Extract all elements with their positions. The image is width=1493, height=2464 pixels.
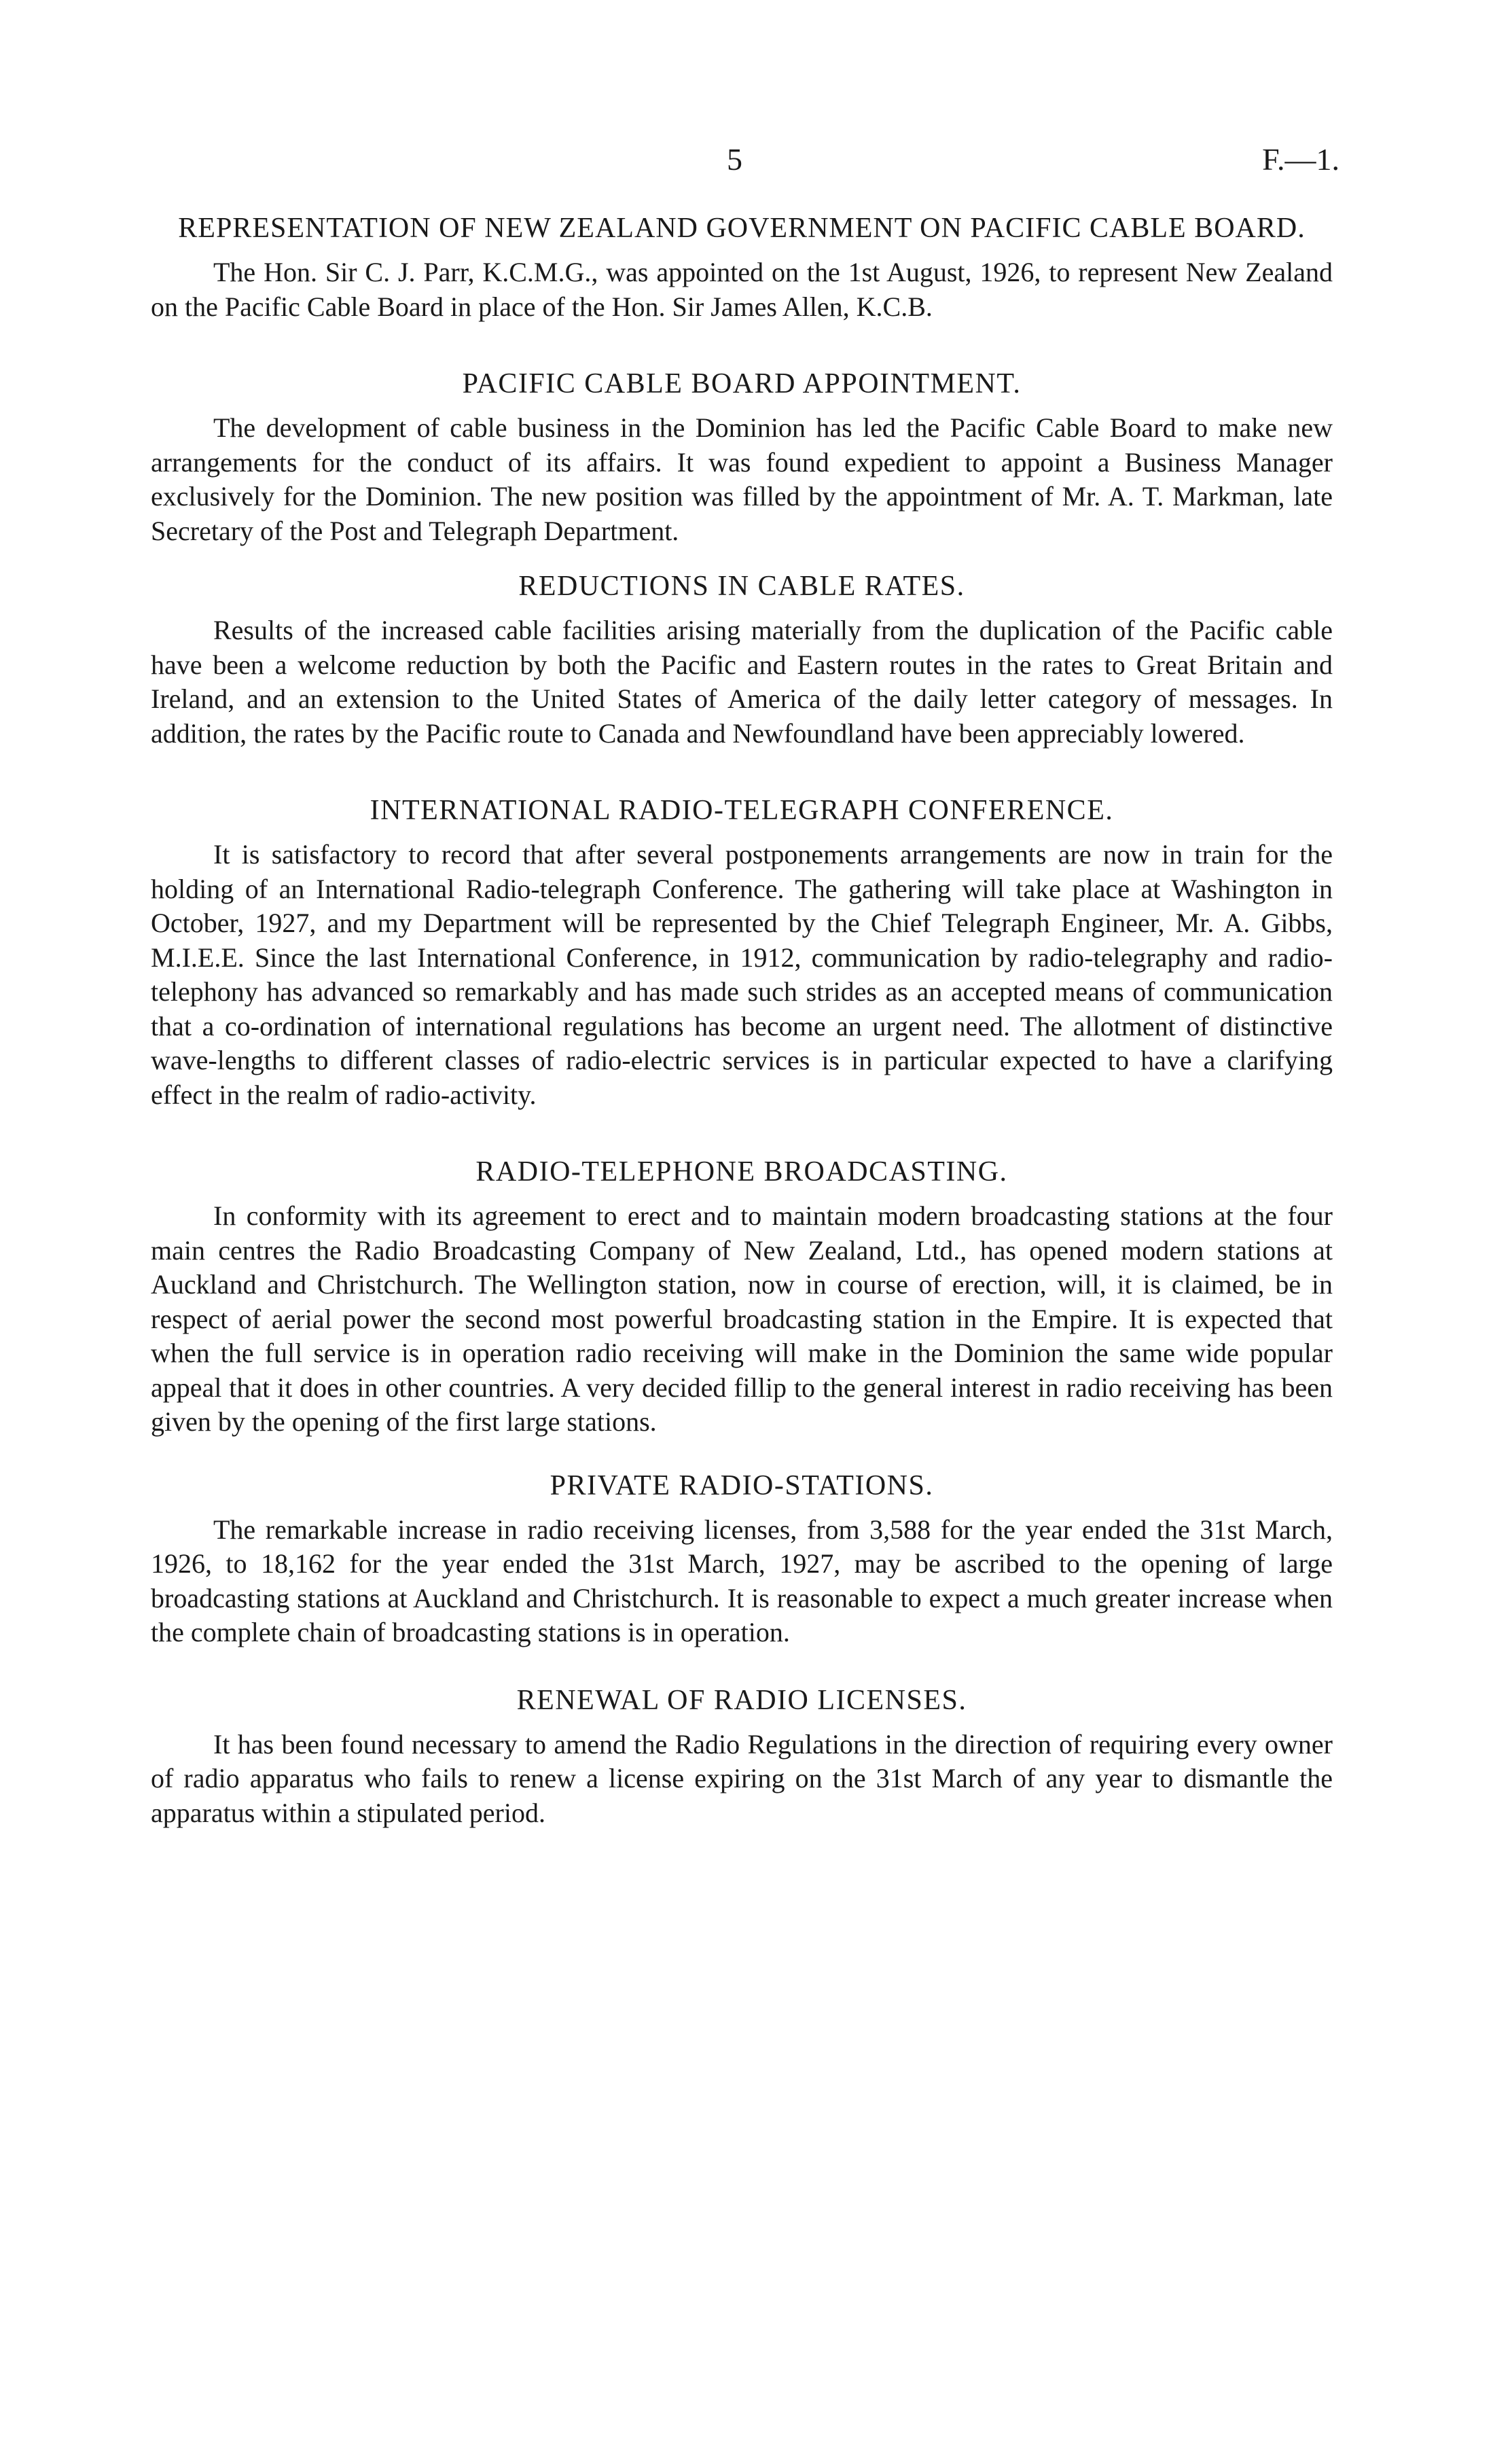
section-cable-rates [151,569,1333,751]
section-heading: INTERNATIONAL RADIO-TELEGRAPH CONFERENCE. [370,795,1114,826]
document-reference: F.—1. [1262,142,1339,177]
section-radio-broadcasting [151,1154,1333,1440]
page-number: 5 [727,142,742,177]
section-radio-telegraph-conference [151,793,1333,1112]
section-heading: RADIO-TELEPHONE BROADCASTING. [475,1156,1008,1188]
section-heading: PACIFIC CABLE BOARD APPOINTMENT. [462,368,1022,399]
section-paragraph: In conformity with its agreement to erect and to maintain modern broadcasting stations at the four main centres the Radio Broadcasting Company of New Zealand, Ltd., has opened modern stations at Auckland and Christchurch. The Wellington station, now in course of erection, will, it is claimed, be in respect of aerial power the second most powerful broadcasting station in the Empire. It is expected that when the full service is in operation radio receiving will make in the Dominion the same wide popular appeal that it does in other countries. A very decided fillip to the general interest in radio receiving has been given by the opening of the first large stations. [151,1200,1333,1437]
section-paragraph: The development of cable business in the Dominion has led the Pacific Cable Board to make new arrangements for the conduct of its affairs. It was found expedient to appoint a Business Manager exclusively for the Dominion. The new position was filled by the appointment of Mr. A. T. Markman, late Secretary of the Post and Telegraph Department. [151,412,1333,546]
section-heading: REPRESENTATION OF NEW ZEALAND GOVERNMENT ON PACIFIC CABLE BOARD. [178,213,1306,244]
section-representation [151,211,1333,324]
section-private-radio-stations [151,1468,1333,1650]
page-header [0,139,1493,180]
document-body [151,211,1333,1830]
section-heading: PRIVATE RADIO-STATIONS. [550,1469,934,1501]
section-paragraph: Results of the increased cable facilities arising materially from the duplication of the Pacific cable have been a welcome reduction by both the Pacific and Eastern routes in the rates to Great Britain and Ireland, and an extension to the United States of America of the daily letter category of messages. In addition, the rates by the Pacific route to Canada and Newfoundland have been appreciably lowered. [151,615,1333,749]
section-paragraph: It has been found necessary to amend the Radio Regulations in the direction of requiring every owner of radio apparatus who fails to renew a license expiring on the 31st March of any year to dismantle the apparatus within a stipulated period. [151,1728,1333,1828]
section-radio-license-renewal [151,1683,1333,1831]
section-paragraph: The remarkable increase in radio receiving licenses, from 3,588 for the year ended the 31st March, 1926, to 18,162 for the year ended the 31st March, 1927, may be ascribed to the opening of large broadcasting stations at Auckland and Christchurch. It is reasonable to expect a much greater increase when the complete chain of broadcasting stations is in operation. [151,1514,1333,1647]
section-paragraph: It is satisfactory to record that after several postponements arrangements are now in train for the holding of an International Radio-telegraph Conference. The gathering will take place at Washington in October, 1927, and my Department will be represented by the Chief Telegraph Engineer, Mr. A. Gibbs, M.I.E.E. Since the last International Conference, in 1912, communication by radio-telegraphy and radio-telephony has advanced so remarkably and has made such strides as an accepted means of communication that a co-ordination of international regulations has become an urgent need. The allotment of distinctive wave-lengths to different classes of radio-electric services is in particular expected to have a clarifying effect in the realm of radio-activity. [151,839,1333,1110]
section-heading: REDUCTIONS IN CABLE RATES. [518,571,965,602]
section-cable-board-appointment [151,366,1333,548]
section-heading: RENEWAL OF RADIO LICENSES. [516,1684,967,1716]
section-paragraph: The Hon. Sir C. J. Parr, K.C.M.G., was appointed on the 1st August, 1926, to represent New Zealand on the Pacific Cable Board in place of the Hon. Sir James Allen, K.C.B. [151,257,1333,322]
